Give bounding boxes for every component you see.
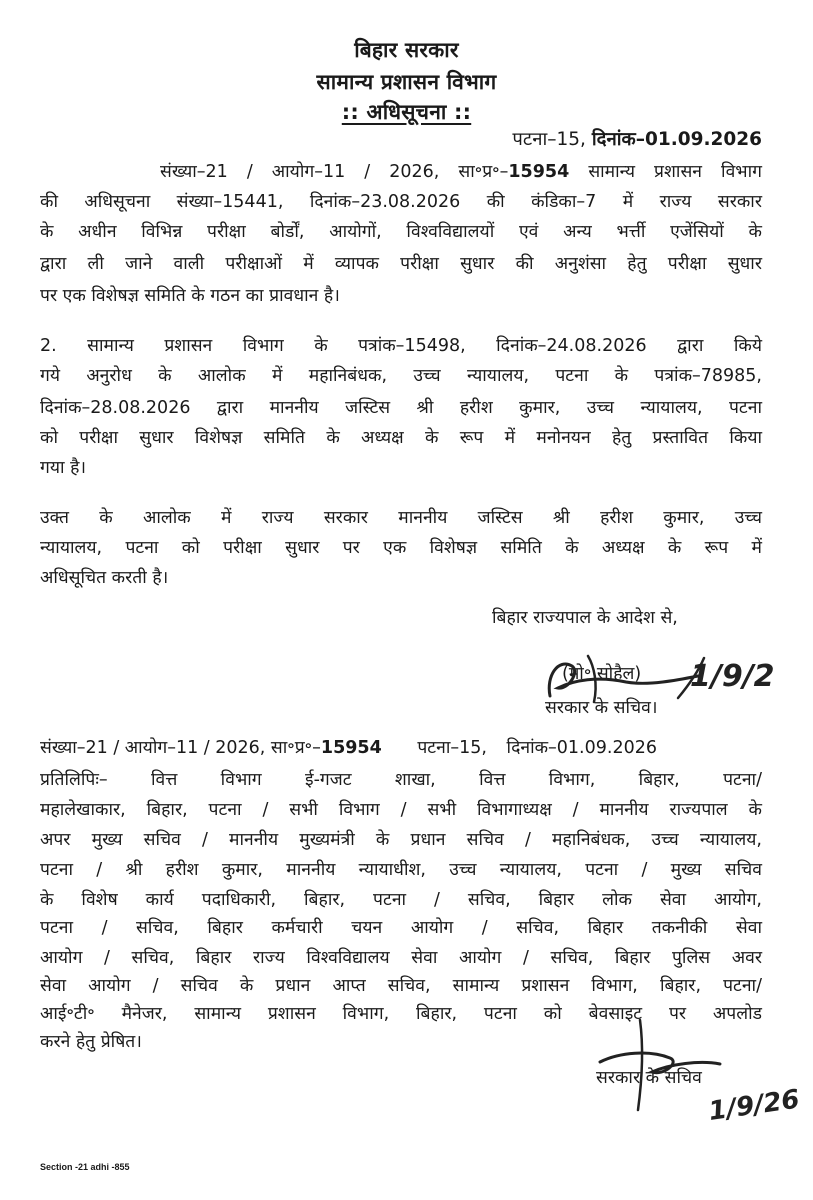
para1-reference-line [160, 158, 762, 186]
copy-line: प्रतिलिपिः– वित्त विभाग ई-गजट शाखा, वित्त विभाग, बिहार, पटना/ [40, 770, 762, 790]
para3-line: न्यायालय, पटना को परीक्षा सुधार पर एक विशेषज्ञ समिति के अध्यक्ष के रूप में [40, 538, 762, 558]
para1-line: पर एक विशेषज्ञ समिति के गठन का प्रावधान है। [40, 286, 340, 306]
copy-line: करने हेतु प्रेषित। [40, 1032, 142, 1052]
dateline-place: पटना–15, [512, 129, 586, 150]
copy-ref-number: 15954 [320, 738, 382, 758]
copy-ref-date: दिनांक–01.09.2026 [506, 738, 657, 758]
signature1-handwritten-date: 1/9/2 [690, 659, 775, 694]
copy-line: के विशेष कार्य पदाधिकारी, बिहार, पटना / सचिव, बिहार लोक सेवा आयोग, [40, 890, 762, 910]
dateline [40, 126, 762, 154]
copy-line: महालेखाकार, बिहार, पटना / सभी विभाग / सभी विभागाध्यक्ष / माननीय राज्यपाल के [40, 800, 762, 820]
copy-reference-line [40, 734, 762, 762]
dateline-date: दिनांक–01.09.2026 [591, 129, 762, 150]
copy-line: पटना / सचिव, बिहार कर्मचारी चयन आयोग / सचिव, बिहार तकनीकी सेवा [40, 918, 762, 938]
copy-line: आयोग / सचिव, बिहार राज्य विश्वविद्यालय सेवा आयोग / सचिव, बिहार पुलिस अवर [40, 948, 762, 968]
para1-line: के अधीन विभिन्न परीक्षा बोर्डों, आयोगों, विश्वविद्यालयों एवं अन्य भर्त्ती एजेंसियों के [40, 222, 762, 242]
para1-ref-tail: सामान्य प्रशासन विभाग [569, 162, 762, 182]
signatory-name: (मो॰ सोहैल) [562, 664, 642, 684]
para2-line: दिनांक–28.08.2026 द्वारा माननीय जस्टिस श्री हरीश कुमार, उच्च न्यायालय, पटना [40, 398, 762, 418]
para2-line: को परीक्षा सुधार विशेषज्ञ समिति के अध्यक्ष के रूप में मनोनयन हेतु प्रस्तावित किया [40, 428, 762, 448]
copy-ref-place: पटना–15, [417, 738, 487, 758]
governor-order-line: बिहार राज्यपाल के आदेश से, [492, 608, 678, 628]
para2-line: गये अनुरोध के आलोक में महानिबंधक, उच्च न्यायालय, पटना के पत्रांक–78985, [40, 366, 762, 386]
handwritten-signature-2 [560, 1000, 810, 1140]
copy-line: अपर मुख्य सचिव / माननीय मुख्यमंत्री के प्रधान सचिव / महानिबंधक, उच्च न्यायालय, [40, 830, 762, 850]
copy-signatory-designation: सरकार के सचिव [596, 1068, 702, 1088]
para2-line: गया है। [40, 458, 87, 478]
para1-ref-lead: संख्या–21 / आयोग–11 / 2026, सा॰प्र॰– [160, 162, 509, 182]
footer-section-code: Section -21 adhi -855 [40, 1162, 130, 1172]
signatory-designation: सरकार के सचिव। [545, 698, 658, 718]
para1-ref-number: 15954 [508, 162, 570, 182]
header-department: सामान्य प्रशासन विभाग [316, 70, 497, 94]
para3-line: उक्त के आलोक में राज्य सरकार माननीय जस्टिस श्री हरीश कुमार, उच्च [40, 508, 762, 528]
header-government: बिहार सरकार [354, 38, 459, 62]
para1-line: की अधिसूचना संख्या–15441, दिनांक–23.08.2026 की कंडिका–7 में राज्य सरकार [40, 192, 762, 212]
copy-line: सेवा आयोग / सचिव के प्रधान आप्त सचिव, सामान्य प्रशासन विभाग, बिहार, पटना/ [40, 976, 762, 996]
copy-line: पटना / श्री हरीश कुमार, माननीय न्यायाधीश, उच्च न्यायालय, पटना / मुख्य सचिव [40, 860, 762, 880]
signature2-handwritten-date: 1/9/26 [706, 1084, 802, 1127]
para2-line: 2. सामान्य प्रशासन विभाग के पत्रांक–15498, दिनांक–24.08.2026 द्वारा किये [40, 336, 762, 356]
para3-line: अधिसूचित करती है। [40, 568, 169, 588]
para1-line: द्वारा ली जाने वाली परीक्षाओं में व्यापक परीक्षा सुधार की अनुशंसा हेतु परीक्षा सुधार [40, 254, 762, 274]
copy-line: आई॰टी॰ मैनेजर, सामान्य प्रशासन विभाग, बिहार, पटना को बेवसाइट पर अपलोड [40, 1004, 762, 1024]
copy-ref-lead: संख्या–21 / आयोग–11 / 2026, सा॰प्र॰– [40, 738, 321, 758]
header-notification: :: अधिसूचना :: [341, 100, 472, 124]
